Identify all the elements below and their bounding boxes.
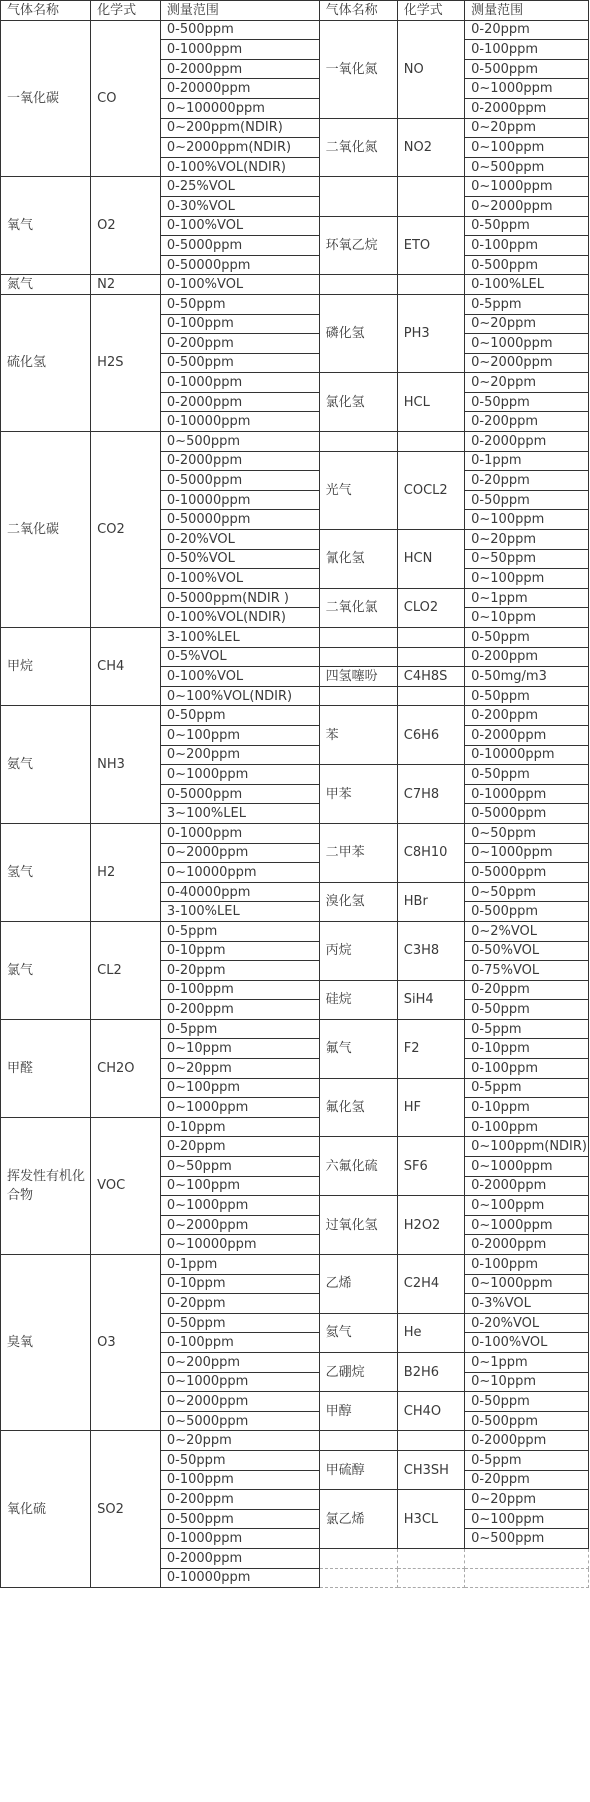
left-measurement-range: 0-50ppm (160, 1450, 319, 1470)
right-gas-name: 光气 (319, 451, 397, 529)
right-measurement-range: 0~20ppm (465, 314, 589, 334)
right-measurement-range: 0~2000ppm (465, 196, 589, 216)
left-measurement-range: 3-100%LEL (160, 628, 319, 648)
right-measurement-range: 0-50ppm (465, 392, 589, 412)
right-gas-formula: CLO2 (397, 588, 464, 627)
right-measurement-range: 0~1000ppm (465, 334, 589, 354)
left-measurement-range: 0~50ppm (160, 1157, 319, 1177)
right-gas-name: 磷化氢 (319, 294, 397, 372)
right-gas-formula (397, 432, 464, 452)
left-measurement-range: 0-40000ppm (160, 882, 319, 902)
left-gas-formula: O3 (91, 1255, 161, 1431)
left-measurement-range: 0-2000ppm (160, 392, 319, 412)
left-measurement-range: 0-50ppm (160, 294, 319, 314)
right-measurement-range: 0~100ppm (465, 1509, 589, 1529)
left-measurement-range: 0~20ppm (160, 1431, 319, 1451)
right-gas-formula: PH3 (397, 294, 464, 372)
right-measurement-range: 0~50ppm (465, 882, 589, 902)
left-measurement-range: 0-5000ppm (160, 784, 319, 804)
left-measurement-range: 0~1000ppm (160, 1098, 319, 1118)
right-measurement-range: 0-200ppm (465, 412, 589, 432)
header-range-left: 测量范围 (160, 1, 319, 21)
right-measurement-range: 0-100%VOL (465, 1333, 589, 1353)
right-gas-formula: C8H10 (397, 823, 464, 882)
left-measurement-range: 0-5000ppm(NDIR ) (160, 588, 319, 608)
right-measurement-range: 0-10000ppm (465, 745, 589, 765)
right-gas-name: 乙烯 (319, 1255, 397, 1314)
left-measurement-range: 0-20ppm (160, 1294, 319, 1314)
right-measurement-range: 0~1000ppm (465, 177, 589, 197)
right-gas-name-empty (319, 1548, 397, 1568)
left-measurement-range: 0~5000ppm (160, 1411, 319, 1431)
right-gas-name: 氟气 (319, 1019, 397, 1078)
left-measurement-range: 0-1000ppm (160, 1529, 319, 1549)
right-gas-name (319, 432, 397, 452)
left-gas-formula: H2S (91, 294, 161, 431)
right-measurement-range: 0-2000ppm (465, 1235, 589, 1255)
left-gas-name: 氧化硫 (1, 1431, 91, 1588)
left-measurement-range: 0-5000ppm (160, 236, 319, 256)
right-measurement-range: 0~1000ppm (465, 79, 589, 99)
table-row (1, 1255, 589, 1275)
left-gas-formula: CH2O (91, 1019, 161, 1117)
right-gas-name: 甲醇 (319, 1392, 397, 1431)
table-row (1, 275, 589, 295)
right-gas-formula: C7H8 (397, 765, 464, 824)
right-measurement-range: 0~1000ppm (465, 843, 589, 863)
right-measurement-range: 0-5ppm (465, 1450, 589, 1470)
left-measurement-range: 0-100%VOL (160, 667, 319, 687)
left-gas-formula: H2 (91, 823, 161, 921)
right-measurement-range: 0~50ppm (465, 823, 589, 843)
left-gas-formula: VOC (91, 1117, 161, 1254)
left-gas-name: 甲醛 (1, 1019, 91, 1117)
right-gas-formula: ETO (397, 216, 464, 275)
right-measurement-range: 0-5ppm (465, 1019, 589, 1039)
left-gas-formula: O2 (91, 177, 161, 275)
left-measurement-range: 0~200ppm (160, 1352, 319, 1372)
right-gas-formula: HF (397, 1078, 464, 1137)
left-measurement-range: 0-50000ppm (160, 255, 319, 275)
right-gas-formula: SF6 (397, 1137, 464, 1196)
right-gas-formula: SiH4 (397, 980, 464, 1019)
header-formula-left: 化学式 (91, 1, 161, 21)
right-measurement-range: 0-100%LEL (465, 275, 589, 295)
left-measurement-range: 0-20ppm (160, 1137, 319, 1157)
right-measurement-range: 0-50ppm (465, 686, 589, 706)
left-measurement-range: 3-100%LEL (160, 902, 319, 922)
right-gas-formula: CH3SH (397, 1450, 464, 1489)
left-measurement-range: 0-20000ppm (160, 79, 319, 99)
right-gas-formula: C6H6 (397, 706, 464, 765)
right-gas-formula: C3H8 (397, 921, 464, 980)
header-formula-right: 化学式 (397, 1, 464, 21)
right-measurement-range: 0-1000ppm (465, 784, 589, 804)
right-measurement-range: 0~100ppm(NDIR) (465, 1137, 589, 1157)
left-gas-name: 氯气 (1, 921, 91, 1019)
table-row (1, 432, 589, 452)
right-measurement-range: 0-5ppm (465, 294, 589, 314)
right-measurement-range: 0~100ppm (465, 138, 589, 158)
left-measurement-range: 0-1000ppm (160, 40, 319, 60)
right-gas-name (319, 177, 397, 216)
table-row (1, 1431, 589, 1451)
left-measurement-range: 0-200ppm (160, 1490, 319, 1510)
right-gas-name (319, 647, 397, 667)
table-row (1, 628, 589, 648)
left-measurement-range: 0~100ppm (160, 725, 319, 745)
right-measurement-range: 0-100ppm (465, 1255, 589, 1275)
right-gas-formula: F2 (397, 1019, 464, 1078)
left-gas-formula: CH4 (91, 628, 161, 706)
left-measurement-range: 0~20ppm (160, 1059, 319, 1079)
right-measurement-range: 0-50%VOL (465, 941, 589, 961)
right-gas-formula: H2O2 (397, 1196, 464, 1255)
right-measurement-range: 0-20ppm (465, 980, 589, 1000)
right-measurement-range: 0-100ppm (465, 236, 589, 256)
right-measurement-range: 0~20ppm (465, 373, 589, 393)
left-measurement-range: 0~2000ppm (160, 1215, 319, 1235)
right-gas-name: 四氢噻吩 (319, 667, 397, 687)
right-measurement-range: 0~1000ppm (465, 1274, 589, 1294)
left-measurement-range: 0-2000ppm (160, 451, 319, 471)
table-row (1, 20, 589, 40)
left-measurement-range: 0~2000ppm(NDIR) (160, 138, 319, 158)
right-gas-name: 硅烷 (319, 980, 397, 1019)
right-gas-formula: H3CL (397, 1490, 464, 1549)
right-gas-formula (397, 275, 464, 295)
left-measurement-range: 0-100%VOL (160, 216, 319, 236)
right-measurement-range: 0-500ppm (465, 1411, 589, 1431)
right-gas-name: 氟化氢 (319, 1078, 397, 1137)
right-gas-name: 环氧乙烷 (319, 216, 397, 275)
left-measurement-range: 0-2000ppm (160, 1548, 319, 1568)
right-gas-formula: COCL2 (397, 451, 464, 529)
right-measurement-range: 0~20ppm (465, 530, 589, 550)
left-measurement-range: 0-500ppm (160, 353, 319, 373)
right-gas-name: 氦气 (319, 1313, 397, 1352)
right-measurement-range: 0-2000ppm (465, 1431, 589, 1451)
right-gas-formula (397, 1431, 464, 1451)
left-measurement-range: 3~100%LEL (160, 804, 319, 824)
left-gas-formula: CO (91, 20, 161, 177)
right-measurement-range: 0~2%VOL (465, 921, 589, 941)
left-measurement-range: 0-100ppm (160, 314, 319, 334)
left-measurement-range: 0-1ppm (160, 1255, 319, 1275)
left-measurement-range: 0~1000ppm (160, 1372, 319, 1392)
right-measurement-range: 0-200ppm (465, 706, 589, 726)
right-gas-name: 甲硫醇 (319, 1450, 397, 1489)
right-gas-formula: NO2 (397, 118, 464, 177)
right-gas-name: 丙烷 (319, 921, 397, 980)
left-measurement-range: 0~200ppm (160, 745, 319, 765)
right-measurement-range: 0-5000ppm (465, 863, 589, 883)
left-measurement-range: 0-50%VOL (160, 549, 319, 569)
right-measurement-range: 0-20ppm (465, 20, 589, 40)
right-gas-formula (397, 177, 464, 216)
right-gas-formula: He (397, 1313, 464, 1352)
right-measurement-range: 0-20ppm (465, 471, 589, 491)
right-gas-name: 二氧化氮 (319, 118, 397, 177)
left-gas-name: 二氧化碳 (1, 432, 91, 628)
left-measurement-range: 0-50ppm (160, 706, 319, 726)
left-measurement-range: 0~100000ppm (160, 98, 319, 118)
right-formula-empty (397, 1548, 464, 1568)
right-gas-name: 二氧化氯 (319, 588, 397, 627)
left-measurement-range: 0~2000ppm (160, 843, 319, 863)
left-measurement-range: 0-5%VOL (160, 647, 319, 667)
left-measurement-range: 0-100ppm (160, 1333, 319, 1353)
right-gas-formula: C2H4 (397, 1255, 464, 1314)
left-measurement-range: 0-20ppm (160, 961, 319, 981)
right-measurement-range: 0-20ppm (465, 1470, 589, 1490)
right-gas-name: 乙硼烷 (319, 1352, 397, 1391)
left-gas-name: 一氧化碳 (1, 20, 91, 177)
left-measurement-range: 0-200ppm (160, 1000, 319, 1020)
right-measurement-range: 0-20%VOL (465, 1313, 589, 1333)
table-row (1, 823, 589, 843)
right-measurement-range: 0-10ppm (465, 1098, 589, 1118)
right-measurement-range: 0-100ppm (465, 1059, 589, 1079)
right-gas-formula: NO (397, 20, 464, 118)
left-measurement-range: 0-1000ppm (160, 373, 319, 393)
right-measurement-range: 0-50ppm (465, 1392, 589, 1412)
right-measurement-range: 0~100ppm (465, 510, 589, 530)
left-gas-name: 氧气 (1, 177, 91, 275)
right-range-empty (465, 1568, 589, 1588)
right-gas-formula: HCL (397, 373, 464, 432)
right-measurement-range: 0~20ppm (465, 1490, 589, 1510)
left-measurement-range: 0-500ppm (160, 1509, 319, 1529)
right-measurement-range: 0-1ppm (465, 451, 589, 471)
right-gas-name (319, 628, 397, 648)
right-gas-formula (397, 647, 464, 667)
left-gas-formula: NH3 (91, 706, 161, 824)
right-measurement-range: 0-500ppm (465, 59, 589, 79)
left-measurement-range: 0~10ppm (160, 1039, 319, 1059)
right-measurement-range: 0~1000ppm (465, 1215, 589, 1235)
right-measurement-range: 0-5ppm (465, 1078, 589, 1098)
right-measurement-range: 0~2000ppm (465, 353, 589, 373)
left-measurement-range: 0-10000ppm (160, 1568, 319, 1588)
right-measurement-range: 0-2000ppm (465, 725, 589, 745)
right-measurement-range: 0~1ppm (465, 1352, 589, 1372)
right-gas-formula: HBr (397, 882, 464, 921)
right-measurement-range: 0-2000ppm (465, 432, 589, 452)
right-measurement-range: 0-50mg/m3 (465, 667, 589, 687)
right-measurement-range: 0-50ppm (465, 628, 589, 648)
right-measurement-range: 0-2000ppm (465, 1176, 589, 1196)
right-gas-formula: B2H6 (397, 1352, 464, 1391)
left-gas-name: 甲烷 (1, 628, 91, 706)
right-gas-formula (397, 628, 464, 648)
table-row (1, 294, 589, 314)
right-gas-name: 溴化氢 (319, 882, 397, 921)
left-measurement-range: 0-100%VOL (160, 275, 319, 295)
left-gas-formula: CO2 (91, 432, 161, 628)
left-measurement-range: 0-200ppm (160, 334, 319, 354)
left-measurement-range: 0-10ppm (160, 1274, 319, 1294)
right-measurement-range: 0-5000ppm (465, 804, 589, 824)
right-measurement-range: 0~100ppm (465, 1196, 589, 1216)
left-measurement-range: 0-100%VOL(NDIR) (160, 157, 319, 177)
left-gas-formula: SO2 (91, 1431, 161, 1588)
right-gas-formula: CH4O (397, 1392, 464, 1431)
right-measurement-range: 0~500ppm (465, 157, 589, 177)
right-gas-name (319, 275, 397, 295)
header-range-right: 测量范围 (465, 1, 589, 21)
left-measurement-range: 0-25%VOL (160, 177, 319, 197)
left-measurement-range: 0-5ppm (160, 1019, 319, 1039)
left-measurement-range: 0-1000ppm (160, 823, 319, 843)
right-measurement-range: 0-50ppm (465, 490, 589, 510)
right-range-empty (465, 1548, 589, 1568)
right-measurement-range: 0-100ppm (465, 40, 589, 60)
table-row (1, 1019, 589, 1039)
left-measurement-range: 0-100%VOL (160, 569, 319, 589)
left-measurement-range: 0~100ppm (160, 1078, 319, 1098)
left-measurement-range: 0-30%VOL (160, 196, 319, 216)
right-gas-name: 苯 (319, 706, 397, 765)
right-measurement-range: 0~10ppm (465, 608, 589, 628)
right-gas-name: 氰化氢 (319, 530, 397, 589)
left-gas-name: 氢气 (1, 823, 91, 921)
right-measurement-range: 0-200ppm (465, 647, 589, 667)
right-measurement-range: 0~1000ppm (465, 1157, 589, 1177)
left-measurement-range: 0~200ppm(NDIR) (160, 118, 319, 138)
left-measurement-range: 0~10000ppm (160, 863, 319, 883)
left-measurement-range: 0~10000ppm (160, 1235, 319, 1255)
right-gas-name: 甲苯 (319, 765, 397, 824)
left-measurement-range: 0~100%VOL(NDIR) (160, 686, 319, 706)
right-gas-formula: C4H8S (397, 667, 464, 687)
left-measurement-range: 0-10ppm (160, 941, 319, 961)
left-measurement-range: 0-100%VOL(NDIR) (160, 608, 319, 628)
right-measurement-range: 0~100ppm (465, 569, 589, 589)
right-measurement-range: 0~1ppm (465, 588, 589, 608)
right-measurement-range: 0~50ppm (465, 549, 589, 569)
left-gas-name: 氮气 (1, 275, 91, 295)
right-measurement-range: 0-50ppm (465, 765, 589, 785)
right-gas-name: 氯乙烯 (319, 1490, 397, 1549)
table-row (1, 1117, 589, 1137)
header-row (1, 1, 589, 21)
left-measurement-range: 0-10000ppm (160, 490, 319, 510)
right-measurement-range: 0~500ppm (465, 1529, 589, 1549)
right-measurement-range: 0-50ppm (465, 1000, 589, 1020)
right-gas-name (319, 1431, 397, 1451)
right-gas-name: 过氧化氢 (319, 1196, 397, 1255)
left-measurement-range: 0-10ppm (160, 1117, 319, 1137)
right-gas-formula (397, 686, 464, 706)
right-gas-name: 一氧化氮 (319, 20, 397, 118)
right-measurement-range: 0-50ppm (465, 216, 589, 236)
left-gas-name: 氨气 (1, 706, 91, 824)
left-measurement-range: 0-50000ppm (160, 510, 319, 530)
table-row (1, 177, 589, 197)
left-gas-formula: CL2 (91, 921, 161, 1019)
left-gas-name: 臭氧 (1, 1255, 91, 1431)
right-measurement-range: 0-100ppm (465, 1117, 589, 1137)
right-gas-name: 氯化氢 (319, 373, 397, 432)
left-gas-name: 硫化氢 (1, 294, 91, 431)
left-measurement-range: 0~100ppm (160, 1176, 319, 1196)
left-measurement-range: 0-10000ppm (160, 412, 319, 432)
header-gas-name-left: 气体名称 (1, 1, 91, 21)
left-gas-formula: N2 (91, 275, 161, 295)
left-measurement-range: 0-5000ppm (160, 471, 319, 491)
left-measurement-range: 0-100ppm (160, 980, 319, 1000)
right-measurement-range: 0-75%VOL (465, 961, 589, 981)
left-measurement-range: 0-20%VOL (160, 530, 319, 550)
right-gas-name: 六氟化硫 (319, 1137, 397, 1196)
right-measurement-range: 0-500ppm (465, 902, 589, 922)
right-gas-name-empty (319, 1568, 397, 1588)
table-row (1, 921, 589, 941)
table-row (1, 706, 589, 726)
right-gas-name: 二甲苯 (319, 823, 397, 882)
left-measurement-range: 0-5ppm (160, 921, 319, 941)
left-measurement-range: 0-50ppm (160, 1313, 319, 1333)
header-gas-name-right: 气体名称 (319, 1, 397, 21)
right-measurement-range: 0~20ppm (465, 118, 589, 138)
left-measurement-range: 0-2000ppm (160, 59, 319, 79)
right-formula-empty (397, 1568, 464, 1588)
right-measurement-range: 0-10ppm (465, 1039, 589, 1059)
right-measurement-range: 0-2000ppm (465, 98, 589, 118)
right-measurement-range: 0-3%VOL (465, 1294, 589, 1314)
left-measurement-range: 0-500ppm (160, 20, 319, 40)
left-measurement-range: 0~500ppm (160, 432, 319, 452)
right-measurement-range: 0-500ppm (465, 255, 589, 275)
left-measurement-range: 0~2000ppm (160, 1392, 319, 1412)
left-measurement-range: 0~1000ppm (160, 1196, 319, 1216)
right-gas-name (319, 686, 397, 706)
right-measurement-range: 0~10ppm (465, 1372, 589, 1392)
left-measurement-range: 0~1000ppm (160, 765, 319, 785)
left-gas-name: 挥发性有机化合物 (1, 1117, 91, 1254)
right-gas-formula: HCN (397, 530, 464, 589)
left-measurement-range: 0-100ppm (160, 1470, 319, 1490)
